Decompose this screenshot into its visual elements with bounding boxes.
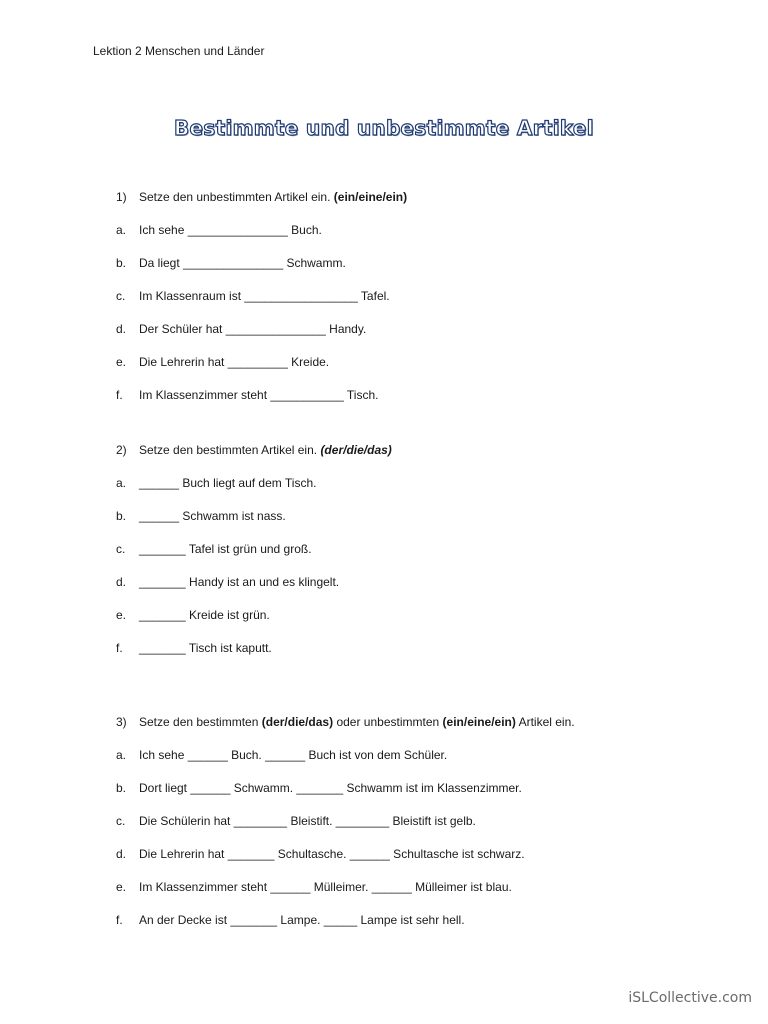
- item-text: Der Schüler hat _______________ Handy.: [139, 322, 367, 336]
- exercise-item: [116, 351, 407, 384]
- instruction-hint: (ein/eine/ein): [442, 715, 516, 729]
- item-letter: c.: [116, 542, 126, 556]
- item-letter: e.: [116, 880, 127, 894]
- exercise-item: [116, 538, 392, 571]
- exercise-item: [116, 285, 407, 318]
- exercise-2: [116, 439, 392, 670]
- exercise-item: [116, 252, 407, 285]
- instruction-hint: (der/die/das): [320, 443, 392, 457]
- item-text: ______ Schwamm ist nass.: [139, 509, 286, 523]
- exercise-item: [116, 604, 392, 637]
- item-letter: d.: [116, 847, 127, 861]
- instruction-hint: (der/die/das): [261, 715, 334, 729]
- exercise-2-instruction: [116, 439, 392, 461]
- item-text: _______ Kreide ist grün.: [139, 608, 270, 622]
- item-text: Ich sehe ______ Buch. ______ Buch ist von dem Schüler.: [139, 748, 448, 762]
- exercise-3-instruction: [116, 711, 575, 733]
- item-text: An der Decke ist _______ Lampe. _____ Lampe ist sehr hell.: [139, 913, 465, 927]
- item-letter: b.: [116, 509, 127, 523]
- worksheet-title: Bestimmte und unbestimmte Artikel: [174, 116, 594, 140]
- item-text: Ich sehe _______________ Buch.: [139, 223, 322, 237]
- exercise-number: 2): [116, 443, 127, 457]
- exercise-1-instruction: [116, 186, 407, 208]
- exercise-item: [116, 472, 392, 505]
- item-text: _______ Tafel ist grün und groß.: [139, 542, 312, 556]
- item-letter: b.: [116, 256, 127, 270]
- item-text: Dort liegt ______ Schwamm. _______ Schwamm ist im Klassenzimmer.: [139, 781, 522, 795]
- item-letter: e.: [116, 608, 127, 622]
- item-text: ______ Buch liegt auf dem Tisch.: [139, 476, 317, 490]
- item-letter: a.: [116, 476, 127, 490]
- instruction-text: Setze den unbestimmten Artikel ein.: [139, 190, 331, 204]
- exercise-item: [116, 318, 407, 351]
- exercise-number: 1): [116, 190, 127, 204]
- instruction-hint: (ein/eine/ein): [333, 190, 408, 204]
- lesson-header: Lektion 2 Menschen und Länder: [93, 44, 265, 58]
- item-letter: f.: [116, 641, 123, 655]
- exercise-item: [116, 219, 407, 252]
- exercise-item: [116, 571, 392, 604]
- exercise-number: 3): [116, 715, 127, 729]
- exercise-item: [116, 810, 575, 843]
- exercise-1: [116, 186, 407, 417]
- exercise-item: [116, 909, 575, 942]
- exercise-item: [116, 876, 575, 909]
- item-text: _______ Tisch ist kaputt.: [139, 641, 272, 655]
- site-watermark: iSLCollective.com: [628, 990, 752, 1006]
- item-text: Im Klassenzimmer steht ______ Mülleimer. ______ Mülleimer ist blau.: [139, 880, 512, 894]
- exercise-item: [116, 637, 392, 670]
- item-letter: b.: [116, 781, 127, 795]
- item-text: Im Klassenzimmer steht ___________ Tisch.: [139, 388, 379, 402]
- exercise-item: [116, 777, 575, 810]
- exercise-3: [116, 711, 575, 942]
- instruction-text: Setze den bestimmten Artikel ein.: [139, 443, 318, 457]
- item-letter: c.: [116, 814, 126, 828]
- item-letter: f.: [116, 913, 123, 927]
- item-letter: a.: [116, 223, 127, 237]
- item-text: Da liegt _______________ Schwamm.: [139, 256, 346, 270]
- item-text: Die Lehrerin hat _______ Schultasche. ______ Schultasche ist schwarz.: [139, 847, 525, 861]
- instruction-text: Artikel ein.: [518, 715, 575, 729]
- item-letter: d.: [116, 322, 127, 336]
- exercise-item: [116, 505, 392, 538]
- item-letter: c.: [116, 289, 126, 303]
- item-text: Die Lehrerin hat _________ Kreide.: [139, 355, 330, 369]
- item-text: _______ Handy ist an und es klingelt.: [139, 575, 340, 589]
- exercise-item: [116, 744, 575, 777]
- exercise-item: [116, 384, 407, 417]
- item-text: Die Schülerin hat ________ Bleistift. ________ Bleistift ist gelb.: [139, 814, 476, 828]
- instruction-text: oder unbestimmten: [336, 715, 440, 729]
- item-text: Im Klassenraum ist _________________ Tafel.: [139, 289, 390, 303]
- item-letter: e.: [116, 355, 127, 369]
- item-letter: d.: [116, 575, 127, 589]
- item-letter: f.: [116, 388, 123, 402]
- item-letter: a.: [116, 748, 127, 762]
- instruction-text: Setze den bestimmten: [139, 715, 259, 729]
- exercise-item: [116, 843, 575, 876]
